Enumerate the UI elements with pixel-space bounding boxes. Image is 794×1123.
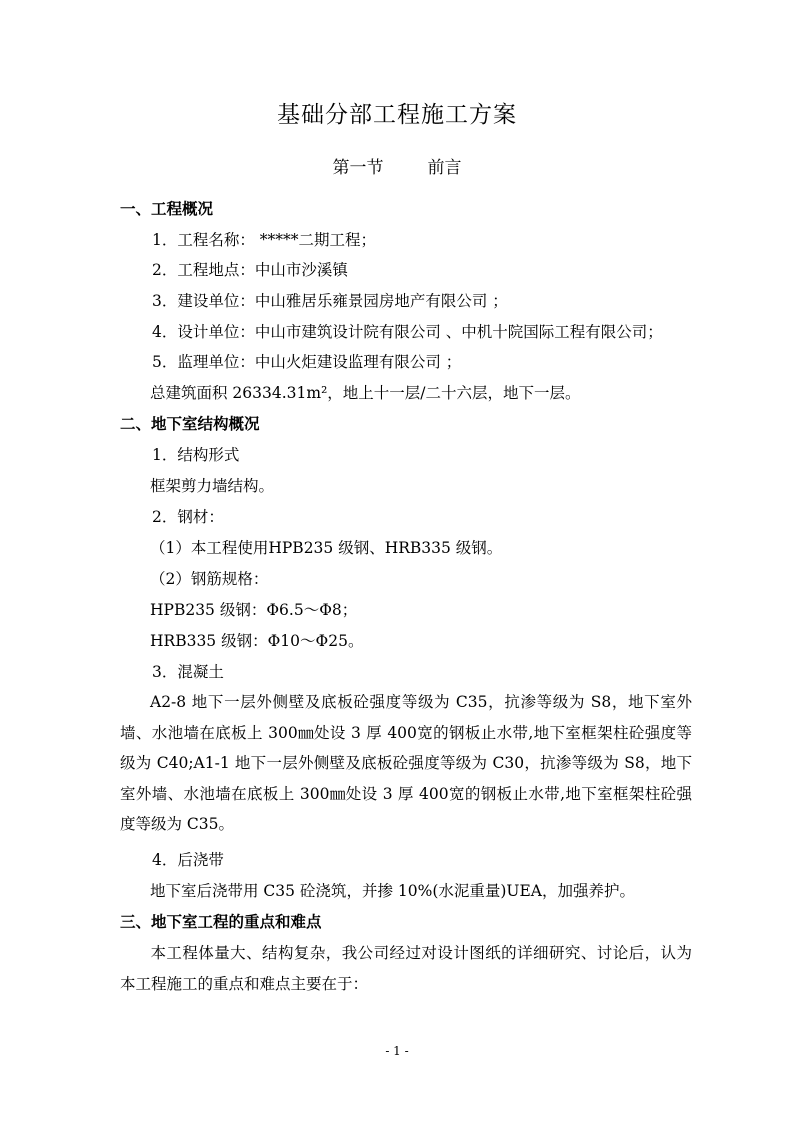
post-pour-band-text: 地下室后浇带用 C35 砼浇筑，并掺 10%(水泥重量)UEA，加强养护。 xyxy=(150,882,635,900)
section-number: 第一节 xyxy=(332,158,384,178)
project-item-name: 1．工程名称： *****二期工程； xyxy=(152,231,377,249)
concrete-paragraph xyxy=(120,687,692,840)
post-pour-band-title: 4．后浇带 xyxy=(152,851,224,869)
key-difficulties-text: 本工程体量大、结构复杂，我公司经过对设计图纸的详细研究、讨论后，认为本工程施工的重点和难点主要在于： xyxy=(120,944,692,993)
steel-spec-hrb: HRB335 级钢：Φ10～Φ25。 xyxy=(150,632,364,650)
key-difficulties-paragraph xyxy=(120,938,692,999)
steel-usage: （1）本工程使用HPB235 级钢、HRB335 级钢。 xyxy=(150,539,503,557)
concrete-text: A2-8 地下一层外侧壁及底板砼强度等级为 C35，抗渗等级为 S8，地下室外墙、水池墙在底板上 300㎜处设 3 厚 400宽的钢板止水带,地下室框架柱砼强度等级为 C40;A1-1 地下一层外侧壁及底板砼强度等级为 C30，抗渗等级为 S8，地下室外墙、水池墙在底板上 300㎜处设 3 厚 400宽的钢板止水带,地下室框架柱砼强度等级为 C35。 xyxy=(120,693,692,833)
concrete-title: 3．混凝土 xyxy=(152,663,224,681)
steel-spec-title: （2）钢筋规格： xyxy=(150,570,269,588)
page-number: - 1 - xyxy=(385,1044,409,1058)
section-heading xyxy=(0,153,794,178)
heading-project-overview: 一、工程概况 xyxy=(120,199,214,218)
steel-spec-hpb: HPB235 级钢：Φ6.5～Φ8； xyxy=(150,601,358,619)
heading-basement-structure: 二、地下室结构概况 xyxy=(120,414,260,433)
heading-key-difficulties: 三、地下室工程的重点和难点 xyxy=(120,912,322,931)
structure-form-text: 框架剪力墙结构。 xyxy=(150,477,275,495)
project-item-supervisor: 5．监理单位：中山火炬建设监理有限公司 ； xyxy=(152,353,462,371)
structure-form-title: 1．结构形式 xyxy=(152,446,240,464)
section-name: 前言 xyxy=(427,158,462,178)
project-item-owner: 3．建设单位：中山雅居乐雍景园房地产有限公司 ； xyxy=(152,292,508,310)
steel-title: 2．钢材： xyxy=(152,508,224,526)
document-title: 基础分部工程施工方案 xyxy=(277,102,517,128)
project-item-location: 2．工程地点：中山市沙溪镇 xyxy=(152,261,348,279)
project-total-area: 总建筑面积 26334.31m²，地上十一层/二十六层，地下一层。 xyxy=(150,384,581,402)
project-item-designer: 4．设计单位：中山市建筑设计院有限公司 、中机十院国际工程有限公司； xyxy=(152,323,663,341)
